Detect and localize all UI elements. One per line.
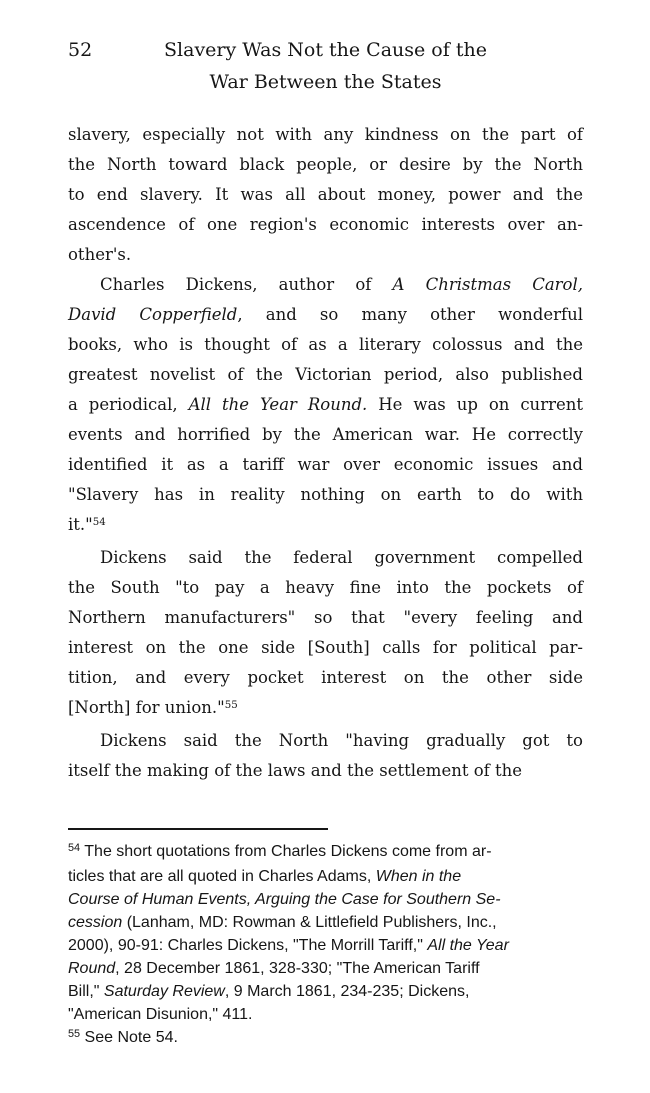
- body-line: Dickens said the federal government compelled: [100, 548, 583, 567]
- body-line: David Copperfield, and so many other wonderful: [68, 305, 583, 324]
- body-line: [North] for union."$^{55}$: [68, 698, 238, 717]
- body-line: ascendence of one region's economic interests over an-: [68, 215, 583, 234]
- footnote-line: ticles that are all quoted in Charles Adams, When in the: [68, 868, 462, 885]
- footnote-line: 2000), 90-91: Charles Dickens, "The Morrill Tariff," All the Year: [68, 937, 509, 954]
- body-line: a periodical, All the Year Round. He was up on current: [68, 395, 583, 414]
- body-line: events and horrified by the American war. He correctly: [68, 425, 583, 444]
- body-line: greatest novelist of the Victorian period, also published: [68, 365, 583, 384]
- running-head: [68, 34, 583, 98]
- body-line: to end slavery. It was all about money, power and the: [68, 185, 583, 204]
- running-head-line1: Slavery Was Not the Cause of the: [164, 39, 487, 61]
- body-line: books, who is thought of as a literary colossus and the: [68, 335, 583, 354]
- body-text: [68, 120, 583, 786]
- body-line: it."$^{54}$: [68, 515, 106, 534]
- page-number: 52: [68, 39, 93, 61]
- footnote-line: "American Disunion," 411.: [68, 1006, 253, 1023]
- footnotes: [68, 840, 628, 1051]
- body-line: Northern manufacturers" so that "every feeling and: [68, 608, 583, 627]
- body-line: Dickens said the North "having gradually got to: [100, 731, 583, 750]
- footnote-separator: [68, 828, 328, 830]
- footnote-line: Course of Human Events, Arguing the Case for Southern Se-: [68, 891, 501, 908]
- body-line: the North toward black people, or desire by the North: [68, 155, 583, 174]
- footnote-line: cession (Lanham, MD: Rowman & Littlefield Publishers, Inc.,: [68, 914, 497, 931]
- body-line: slavery, especially not with any kindness on the part of: [68, 125, 583, 144]
- footnote-line: $^{54}$ The short quotations from Charles Dickens come from ar-: [68, 842, 492, 860]
- body-line: itself the making of the laws and the settlement of the: [68, 761, 523, 780]
- body-line: the South "to pay a heavy fine into the pockets of: [68, 578, 583, 597]
- body-line: Charles Dickens, author of A Christmas Carol,: [100, 275, 583, 294]
- body-line: identified it as a tariff war over economic issues and: [68, 455, 583, 474]
- body-line: interest on the one side [South] calls for political par-: [68, 638, 583, 657]
- running-head-line2: War Between the States: [209, 71, 442, 93]
- footnote-line: Round, 28 December 1861, 328-330; "The American Tariff: [68, 960, 480, 977]
- body-line: other's.: [68, 245, 132, 264]
- footnote-line: $^{55}$ See Note 54.: [68, 1028, 178, 1046]
- body-line: "Slavery has in reality nothing on earth to do with: [68, 485, 583, 504]
- body-line: tition, and every pocket interest on the other side: [68, 668, 583, 687]
- footnote-line: Bill," Saturday Review, 9 March 1861, 234-235; Dickens,: [68, 983, 470, 1000]
